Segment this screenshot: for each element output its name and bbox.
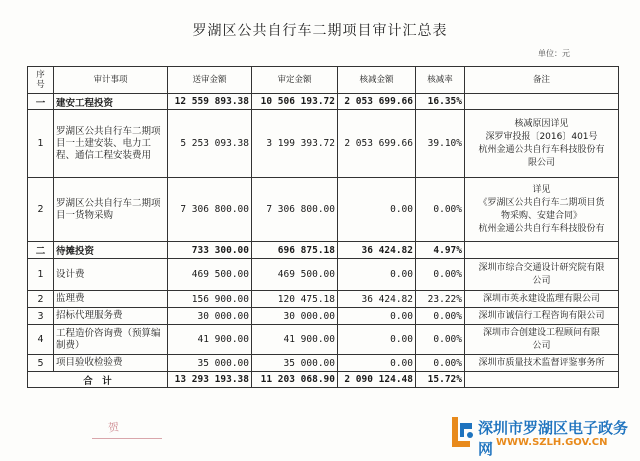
row-item: 项目验收检验费 bbox=[54, 355, 168, 372]
note-line: 杭州金通公共自行车科技股份有 bbox=[478, 223, 605, 234]
note-line: 核减原因详见 bbox=[514, 118, 569, 129]
unit-label: 单位：元 bbox=[538, 49, 570, 58]
row-rate: 0.00% bbox=[416, 308, 465, 325]
watermark-url: WWW.SZLH.GOV.CN bbox=[496, 437, 608, 448]
row-approved: 120 475.18 bbox=[252, 291, 338, 308]
row-note bbox=[465, 291, 619, 308]
table-row bbox=[28, 308, 619, 325]
row-item: 招标代理服务费 bbox=[54, 308, 168, 325]
row-rate: 0.00% bbox=[416, 325, 465, 355]
row-reduction: 0.00 bbox=[338, 308, 416, 325]
row-reduction: 2 053 699.66 bbox=[338, 94, 416, 110]
row-submitted: 12 559 893.38 bbox=[168, 94, 252, 110]
row-no: 一 bbox=[28, 94, 54, 110]
note-line: 公司 bbox=[532, 340, 551, 351]
stamp-underline bbox=[92, 438, 162, 439]
row-reduction: 36 424.82 bbox=[338, 242, 416, 259]
row-no: 二 bbox=[28, 242, 54, 259]
row-rate: 0.00% bbox=[416, 355, 465, 372]
header-note: 备注 bbox=[465, 67, 619, 94]
row-item: 设计费 bbox=[54, 259, 168, 291]
header-reduction: 核减金额 bbox=[338, 67, 416, 94]
row-reduction: 0.00 bbox=[338, 259, 416, 291]
row-item: 工程造价咨询费（预算编制费） bbox=[54, 325, 168, 355]
row-approved: 10 506 193.72 bbox=[252, 94, 338, 110]
row-approved: 35 000.00 bbox=[252, 355, 338, 372]
table-header-row bbox=[28, 67, 619, 94]
note-line: 公司 bbox=[532, 275, 551, 286]
total-row bbox=[28, 372, 619, 388]
page-title: 罗湖区公共自行车二期项目审计汇总表 bbox=[192, 23, 448, 39]
total-note bbox=[465, 372, 619, 388]
row-no: 2 bbox=[28, 178, 54, 242]
row-submitted: 733 300.00 bbox=[168, 242, 252, 259]
row-item: 罗湖区公共自行车二期项目一货物采购 bbox=[54, 178, 168, 242]
row-reduction: 2 053 699.66 bbox=[338, 110, 416, 178]
header-no: 序 号 bbox=[28, 67, 54, 94]
row-approved: 469 500.00 bbox=[252, 259, 338, 291]
row-no: 3 bbox=[28, 308, 54, 325]
row-no: 1 bbox=[28, 259, 54, 291]
row-rate: 0.00% bbox=[416, 178, 465, 242]
row-submitted: 469 500.00 bbox=[168, 259, 252, 291]
header-approved: 审定金额 bbox=[252, 67, 338, 94]
row-note bbox=[465, 94, 619, 110]
note-line: 杭州金通公共自行车科技股份有 bbox=[478, 144, 605, 155]
total-approved: 11 203 068.90 bbox=[252, 372, 338, 388]
watermark bbox=[448, 407, 638, 457]
row-item: 监理费 bbox=[54, 291, 168, 308]
row-note bbox=[465, 308, 619, 325]
row-approved: 696 875.18 bbox=[252, 242, 338, 259]
note-line: 深圳市综合交通设计研究院有限 bbox=[478, 262, 605, 273]
row-item: 罗湖区公共自行车二期项目一土建安装、电力工程、通信工程安装费用 bbox=[54, 110, 168, 178]
note-line: 深圳市诚信行工程咨询有限公司 bbox=[478, 310, 605, 321]
row-reduction: 0.00 bbox=[338, 325, 416, 355]
row-no: 2 bbox=[28, 291, 54, 308]
note-line: 限公司 bbox=[527, 157, 555, 168]
table-row bbox=[28, 94, 619, 110]
header-submitted: 送审金额 bbox=[168, 67, 252, 94]
row-note bbox=[465, 355, 619, 372]
stamp-mark: 贺 bbox=[107, 420, 120, 435]
row-rate: 0.00% bbox=[416, 259, 465, 291]
table-row bbox=[28, 259, 619, 291]
row-rate: 39.10% bbox=[416, 110, 465, 178]
header-rate: 核减率 bbox=[416, 67, 465, 94]
row-approved: 3 199 393.72 bbox=[252, 110, 338, 178]
szlh-logo-icon bbox=[448, 411, 476, 451]
row-note bbox=[465, 242, 619, 259]
row-reduction: 0.00 bbox=[338, 355, 416, 372]
row-item: 待摊投资 bbox=[54, 242, 168, 259]
row-note bbox=[465, 259, 619, 291]
row-no: 5 bbox=[28, 355, 54, 372]
row-submitted: 7 306 800.00 bbox=[168, 178, 252, 242]
total-reduction: 2 090 124.48 bbox=[338, 372, 416, 388]
row-approved: 30 000.00 bbox=[252, 308, 338, 325]
row-reduction: 0.00 bbox=[338, 178, 416, 242]
table-row bbox=[28, 178, 619, 242]
note-line: 深圳市质量技术监督评鉴事务所 bbox=[478, 357, 605, 368]
row-note bbox=[465, 110, 619, 178]
note-line: 物采购、安建合同》 bbox=[500, 210, 582, 221]
note-line: 详见 bbox=[532, 184, 551, 195]
row-note bbox=[465, 178, 619, 242]
total-submitted: 13 293 193.38 bbox=[168, 372, 252, 388]
row-submitted: 41 900.00 bbox=[168, 325, 252, 355]
table-row bbox=[28, 242, 619, 259]
row-rate: 23.22% bbox=[416, 291, 465, 308]
row-no: 4 bbox=[28, 325, 54, 355]
watermark-title: 深圳市罗湖区电子政务网 bbox=[478, 419, 629, 458]
row-submitted: 30 000.00 bbox=[168, 308, 252, 325]
table-row bbox=[28, 355, 619, 372]
row-no: 1 bbox=[28, 110, 54, 178]
row-submitted: 5 253 093.38 bbox=[168, 110, 252, 178]
audit-summary-table bbox=[27, 66, 619, 388]
table-row bbox=[28, 110, 619, 178]
total-rate: 15.72% bbox=[416, 372, 465, 388]
table-row bbox=[28, 325, 619, 355]
note-line: 深圳市英永建设监理有限公司 bbox=[482, 293, 600, 304]
total-label: 合 计 bbox=[28, 372, 168, 388]
header-item: 审计事项 bbox=[54, 67, 168, 94]
row-note bbox=[465, 325, 619, 355]
table-row bbox=[28, 291, 619, 308]
row-approved: 41 900.00 bbox=[252, 325, 338, 355]
note-line: 深罗审投报〔2016〕401号 bbox=[485, 131, 598, 142]
note-line: 深圳市合创建设工程顾问有限 bbox=[482, 327, 600, 338]
row-submitted: 35 000.00 bbox=[168, 355, 252, 372]
row-item: 建安工程投资 bbox=[54, 94, 168, 110]
row-rate: 4.97% bbox=[416, 242, 465, 259]
row-rate: 16.35% bbox=[416, 94, 465, 110]
note-line: 《罗湖区公共自行车二期项目货 bbox=[478, 197, 605, 208]
row-reduction: 36 424.82 bbox=[338, 291, 416, 308]
row-approved: 7 306 800.00 bbox=[252, 178, 338, 242]
row-submitted: 156 900.00 bbox=[168, 291, 252, 308]
